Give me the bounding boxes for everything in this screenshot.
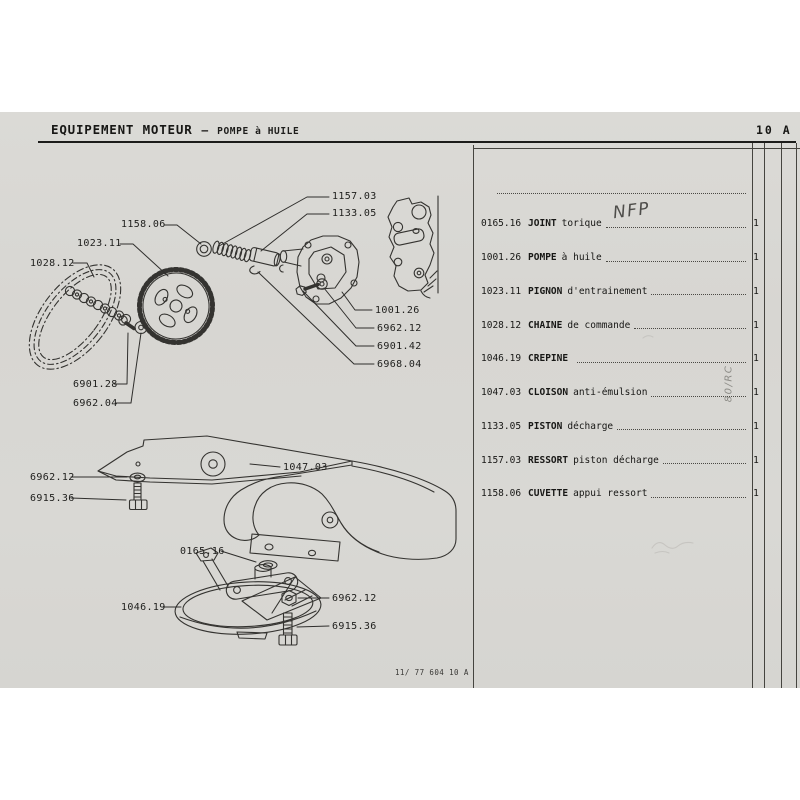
part-callout: 1158.06 <box>121 219 166 230</box>
part-name: CHAINE <box>528 319 563 331</box>
page-number: 10 A <box>756 123 792 137</box>
baffle-bolt-washer <box>130 473 148 509</box>
leader-line <box>342 292 372 310</box>
part-callout: 6968.04 <box>377 359 422 370</box>
part-qty: 1 <box>753 285 759 297</box>
part-callout: 1001.26 <box>375 305 420 316</box>
part-callout: 1133.05 <box>332 208 377 219</box>
part-qty: 1 <box>753 319 759 331</box>
part-qty: 1 <box>753 454 759 466</box>
page-subtitle: POMPE à HUILE <box>217 126 300 137</box>
part-qty: 1 <box>753 488 759 500</box>
part-callout: 1157.03 <box>332 191 377 202</box>
leader-line <box>71 498 126 500</box>
part-name: POMPE <box>528 252 557 263</box>
part-qty: 1 <box>753 218 759 230</box>
handwritten-side-note: 80/RC <box>723 364 735 403</box>
part-ref: 1157.03 <box>481 454 522 466</box>
part-callout: 1028.12 <box>30 258 75 269</box>
leader-line <box>164 225 201 244</box>
part-desc: piston décharge <box>573 454 659 466</box>
leader-line <box>73 263 94 277</box>
spring-drawing <box>212 240 252 262</box>
page-title: EQUIPEMENT MOTEUR <box>51 122 193 137</box>
part-name: RESSORT <box>528 454 569 466</box>
part-qty: 1 <box>753 252 759 263</box>
part-callout: 6962.04 <box>73 398 118 409</box>
part-ref: 0165.16 <box>481 218 522 230</box>
piston-drawing <box>249 247 281 274</box>
part-desc: décharge <box>567 420 614 432</box>
part-name: PIGNON <box>528 285 563 297</box>
part-callout: 6915.36 <box>30 493 75 504</box>
part-callout: 0165.16 <box>180 546 225 557</box>
part-desc: appui ressort <box>573 488 648 500</box>
part-qty: 1 <box>753 353 759 365</box>
part-qty: 1 <box>753 420 759 432</box>
leader-line <box>261 214 329 251</box>
part-name: CUVETTE <box>528 488 569 500</box>
cuvette-drawing <box>197 242 212 257</box>
part-callout: 1023.11 <box>77 238 122 249</box>
part-ref: 1133.05 <box>481 420 522 432</box>
leader-line <box>114 333 128 384</box>
leader-line <box>324 288 374 328</box>
part-desc: anti-émulsion <box>573 387 648 398</box>
strainer-drawing <box>174 548 323 639</box>
leader-line <box>116 333 141 403</box>
part-ref: 1001.26 <box>481 252 522 263</box>
scan-marks <box>643 336 693 553</box>
part-desc: de commande <box>567 319 631 331</box>
part-callout: 1047.03 <box>283 462 328 473</box>
baffle-plate-drawing <box>98 436 456 561</box>
part-callout: 6962.12 <box>332 593 377 604</box>
part-name: PISTON <box>528 420 563 432</box>
pump-body-drawing <box>280 236 359 304</box>
handwritten-note: NFP <box>611 198 652 224</box>
part-name: CLOISON <box>528 387 569 398</box>
part-name: CREPINE <box>528 353 569 365</box>
part-qty: 1 <box>753 387 759 398</box>
gasket-plate-drawing <box>388 196 438 298</box>
part-ref: 1028.12 <box>481 319 522 331</box>
part-ref: 1047.03 <box>481 387 522 398</box>
part-ref: 1158.06 <box>481 488 522 500</box>
part-desc: torique <box>561 218 602 230</box>
part-callout: 6962.12 <box>377 323 422 334</box>
title-separator: — <box>201 124 209 137</box>
leader-line <box>219 197 329 246</box>
leader-line <box>250 464 280 467</box>
part-ref: 1046.19 <box>481 353 522 365</box>
part-callout: 1046.19 <box>121 602 166 613</box>
part-callout: 6901.42 <box>377 341 422 352</box>
footer-reference: 11/ 77 604 10 A <box>395 668 469 677</box>
callout-leader-lines <box>71 197 374 627</box>
part-desc: à huile <box>561 252 602 263</box>
part-name: JOINT <box>528 218 557 230</box>
part-ref: 1023.11 <box>481 285 522 297</box>
part-callout: 6901.28 <box>73 379 118 390</box>
part-callout: 6915.36 <box>332 621 377 632</box>
leader-line <box>297 626 329 627</box>
part-desc: d'entrainement <box>567 285 648 297</box>
sprocket-drawing <box>132 262 220 350</box>
part-callout: 6962.12 <box>30 472 75 483</box>
